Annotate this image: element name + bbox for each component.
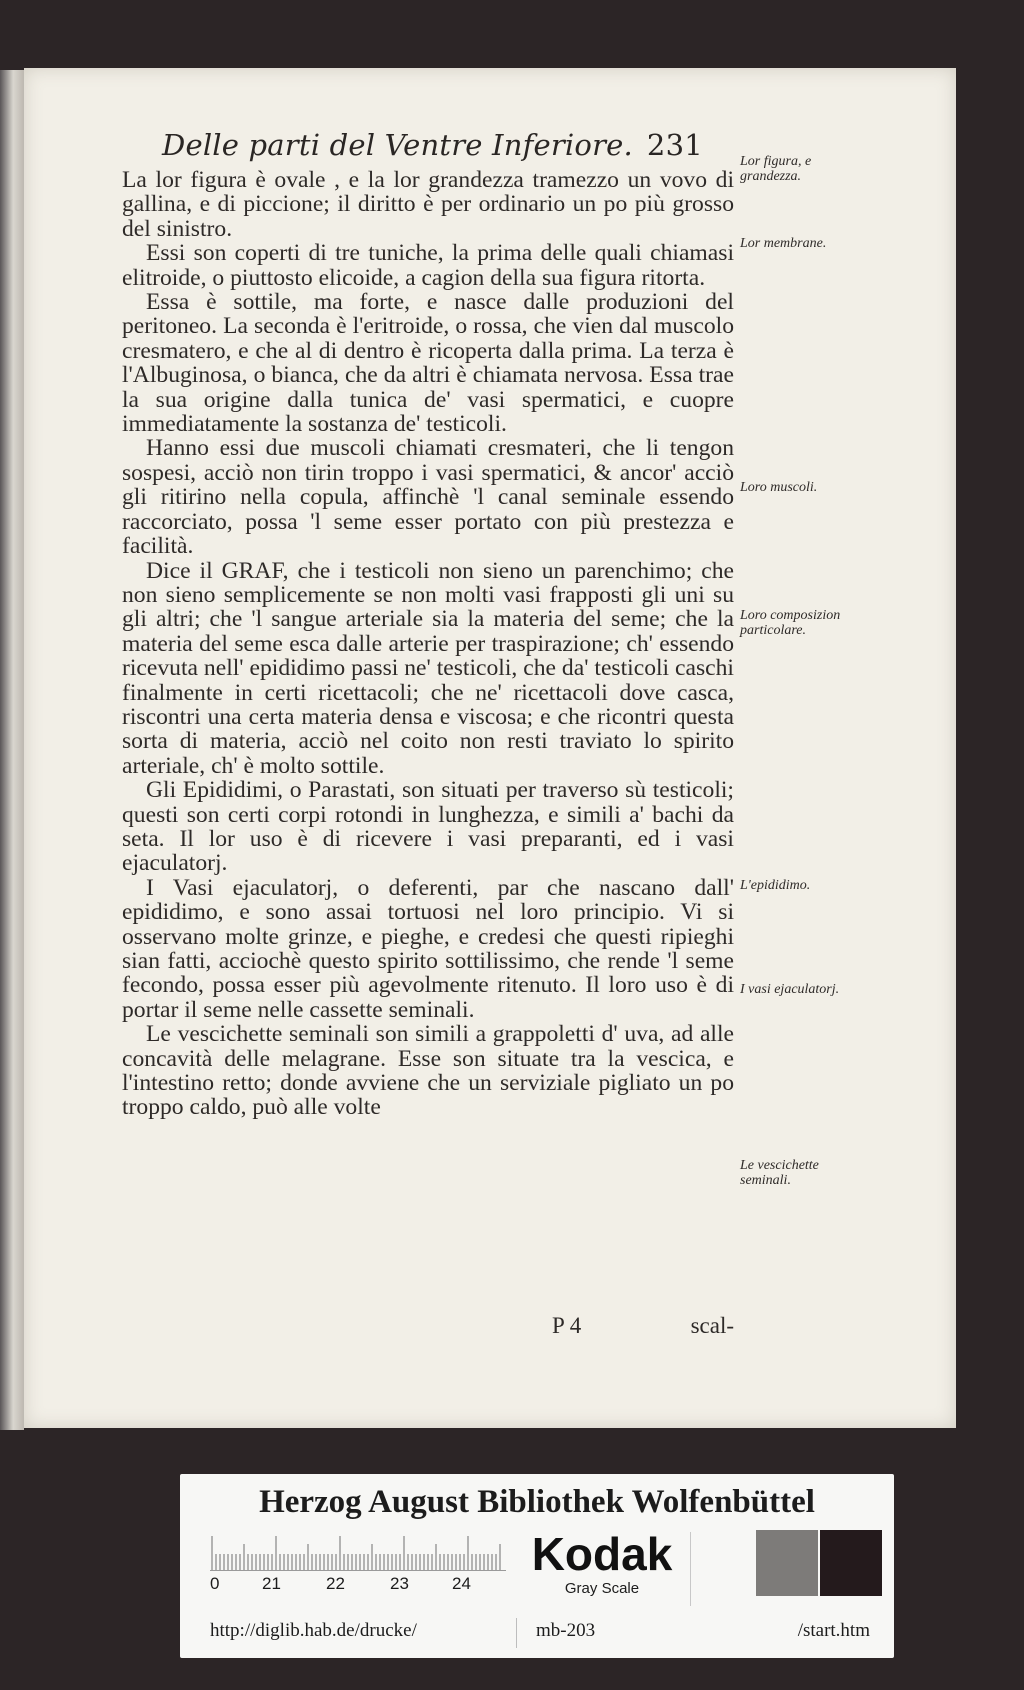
ruler-number: 0 <box>210 1574 220 1593</box>
gray-scale-label: Gray Scale <box>564 1580 640 1597</box>
paragraph: I Vasi ejaculatorj, o deferenti, par che nascano dall' epididimo, e sono assai tortuosi nel loro principio. Vi si osservano molte grinze, e pieghe, e credesi che questi ripieghi sian fatti, acciochè questo spirito sottilissimo, che rende 'l seme fecondo, possa esser più agevolmente ritenuto. Il loro uso è di portar il seme nelle cassette seminali. <box>122 874 734 1023</box>
header-title: Delle parti del Ventre Inferiore. <box>162 128 633 162</box>
url-line <box>180 1620 894 1648</box>
body-text <box>122 168 734 1120</box>
margin-note: Lor membrane. <box>740 236 827 251</box>
ruler-numbers <box>210 1574 506 1598</box>
margin-note: Lor figura, e grandezza. <box>740 154 812 184</box>
paragraph: Essi son coperti di tre tuniche, la prima delle quali chiamasi elitroide, o piuttosto elicoide, a cagion della sua figura ritorta. <box>122 240 734 291</box>
ruler <box>210 1534 506 1571</box>
url-separator <box>516 1618 517 1648</box>
url-base: http://diglib.hab.de/drucke/ <box>210 1620 417 1641</box>
paragraph: Le vescichette seminali son simili a grappoletti d' uva, ad alle concavità delle melagrane. Esse son situate tra la vescica, e l'intestino retto; donde avviene che un serviziale pigliato un po troppo caldo, può alle volte <box>122 1021 734 1121</box>
paragraph: Hanno essi due muscoli chiamati cresmateri, che li tengon sospesi, acciò non tirin troppo i vasi spermatici, & ancor' acciò gli ritirino nella copula, affinchè 'l canal seminale essendo raccorciato, possa 'l seme esser portato con più prestezza e facilità. <box>122 435 734 560</box>
footer-line <box>122 1313 734 1343</box>
margin-note: Loro composizion particolare. <box>740 608 841 638</box>
adjacent-page-edge <box>0 70 24 1430</box>
black-swatch <box>820 1530 882 1596</box>
card-divider <box>690 1532 691 1606</box>
page-number: 231 <box>646 128 703 162</box>
library-color-card <box>180 1474 894 1658</box>
catchword: scal- <box>690 1313 734 1338</box>
paragraph: Gli Epididimi, o Parastati, son situati per traverso sù testicoli; questi son certi corpi rotondi in lunghezza, e simili a' bachi da seta. Il lor uso è di ricevere i vasi preparanti, ed i vasi ejaculatorj. <box>122 777 734 877</box>
running-header <box>162 128 722 170</box>
ruler-number: 23 <box>390 1574 409 1593</box>
book-page <box>24 68 956 1428</box>
gray-swatch <box>756 1530 818 1596</box>
url-shelfmark: mb-203 <box>536 1620 596 1641</box>
margin-note: I vasi ejaculatorj. <box>740 982 840 997</box>
ruler-number: 22 <box>326 1574 345 1593</box>
margin-note: Loro muscoli. <box>740 480 818 495</box>
margin-note: Le vescichette seminali. <box>740 1158 819 1188</box>
ruler-number: 21 <box>262 1574 281 1593</box>
ruler-ticks <box>210 1534 506 1570</box>
kodak-logo: Kodak <box>531 1528 673 1580</box>
url-suffix: /start.htm <box>797 1620 870 1641</box>
paragraph: La lor figura è ovale , e la lor grandezza tramezzo un vovo di gallina, e di piccione; il diritto è per ordinario un po più grosso del sinistro. <box>122 167 734 242</box>
paragraph: Essa è sottile, ma forte, e nasce dalle produzioni del peritoneo. La seconda è l'eritroide, o rossa, che vien dal muscolo cresmatero, e che al di dentro è ricoperta dalla prima. La terza è l'Albuginosa, o bianca, che da altri è chiamata nervosa. Essa trae la sua origine dalla tunica de' vasi spermatici, e cuopre immediatamente la sostanza de' testicoli. <box>122 289 734 438</box>
signature-mark: P 4 <box>552 1313 582 1338</box>
library-name: Herzog August Bibliothek Wolfenbüttel <box>259 1484 815 1520</box>
paragraph: Dice il GRAF, che i testicoli non sieno un parenchimo; che non sieno semplicemente se non molti vasi frapposti gli uni su gli altri; che 'l sangue arteriale sia la materia del seme; che la materia del seme esca dalle arterie per traspirazione; ch' essendo ricevuta nell' epididimo passi ne' testicoli, che da' testicoli caschi finalmente in certi ricettacoli; che ne' ricettacoli dove casca, riscontri una certa materia densa e viscosa; e che ricontri questa sorta di materia, acciò nel coito non resti traviato lo spirito arteriale, ch' è molto sottile. <box>122 557 734 779</box>
margin-note: L'epididimo. <box>740 878 811 893</box>
ruler-number: 24 <box>452 1574 471 1593</box>
